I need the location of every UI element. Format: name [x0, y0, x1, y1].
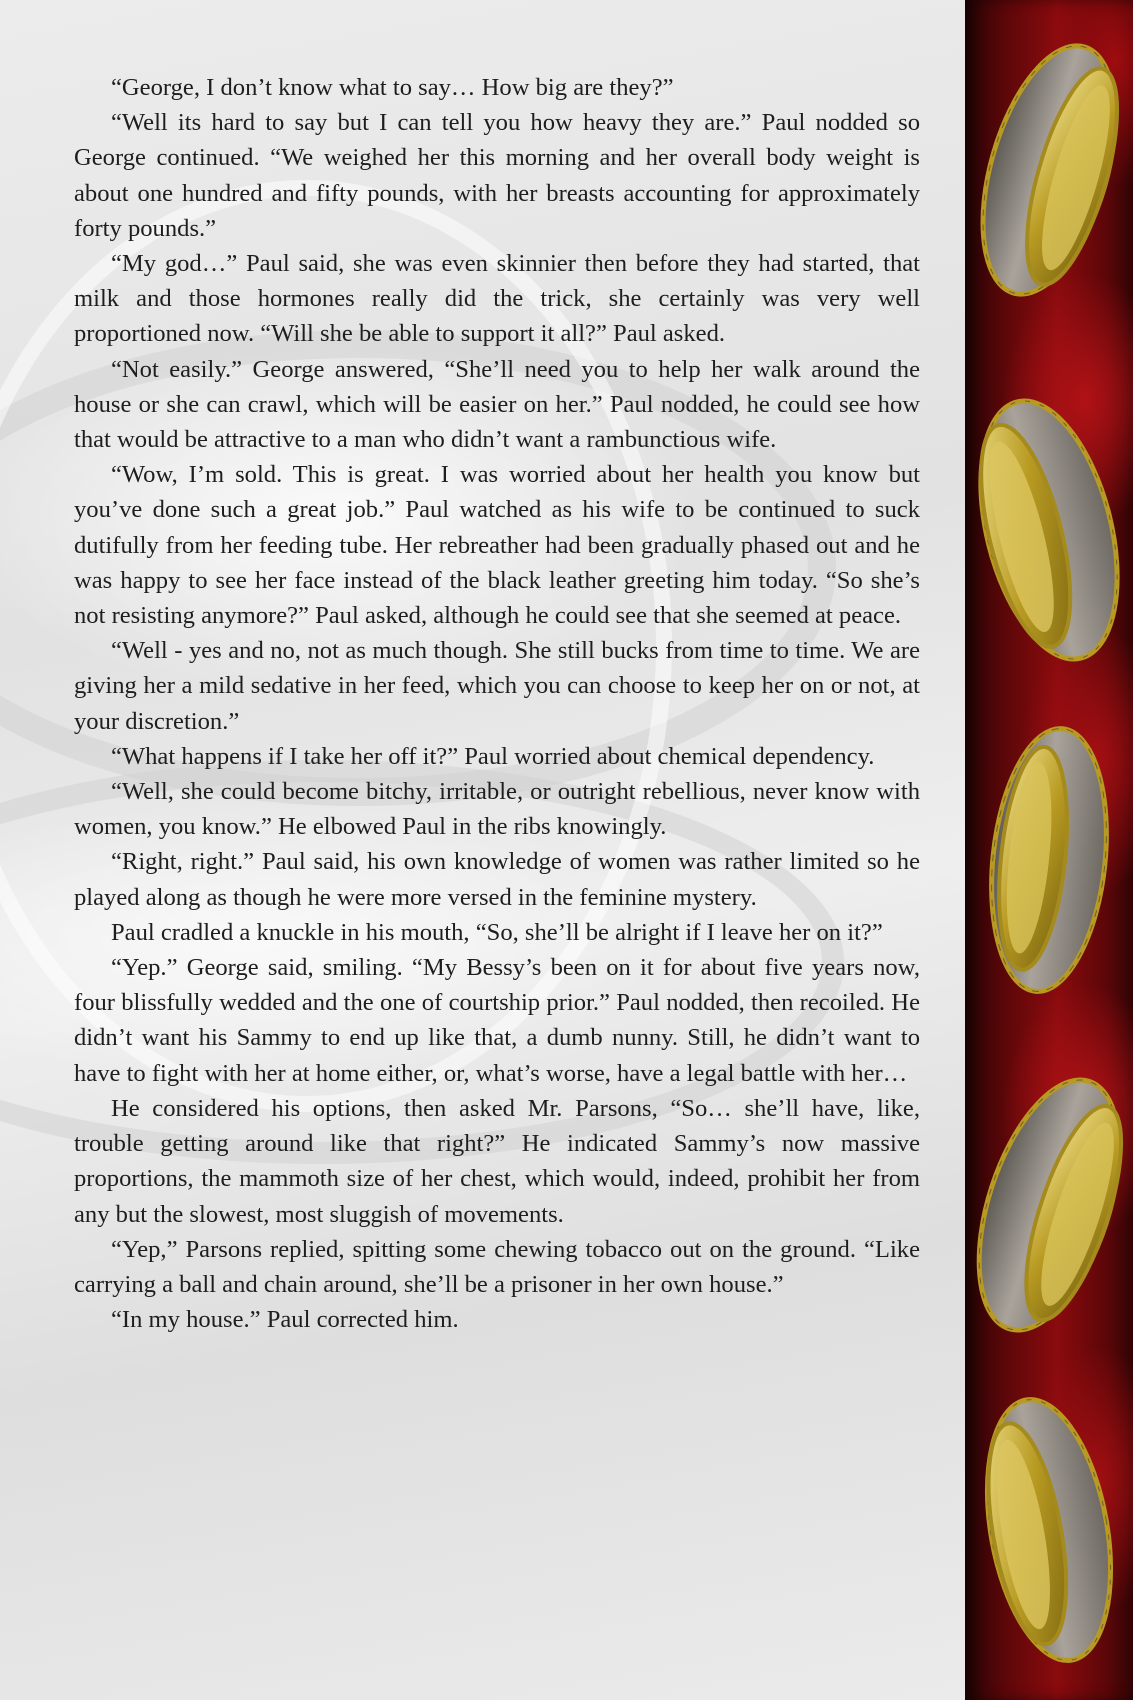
ring-icon — [965, 1370, 1133, 1690]
paragraph: “George, I don’t know what to say… How big are they?” — [111, 74, 674, 101]
story-text — [74, 70, 920, 1337]
paragraph: “Yep,” Parsons replied, spitting some chewing tobacco out on the ground. “Like carrying a ball and chain around, she’ll be a prisoner in her own house.” — [74, 1235, 920, 1298]
paragraph: “Well - yes and no, not as much though. She still bucks from time to time. We are giving her a mild sedative in her feed, which you can choose to keep her on or not, at your discretion.” — [74, 637, 920, 735]
ring-icon — [965, 700, 1133, 1020]
paragraph: “Well, she could become bitchy, irritable, or outright rebellious, never know with women, you know.” He elbowed Paul in the ribs knowingly. — [74, 778, 920, 841]
paragraph: He considered his options, then asked Mr. Parsons, “So… she’ll have, like, trouble getting around like that right?” He indicated Sammy’s now massive proportions, the mammoth size of her chest, which would, indeed, prohibit her from any but the slowest, most sluggish of movements. — [74, 1094, 920, 1228]
paragraph: “Not easily.” George answered, “She’ll need you to help her walk around the house or she can crawl, which will be easier on her.” Paul nodded, he could see how that would be attractive to a man who didn’t want a rambunctious wife. — [74, 355, 920, 454]
paragraph: “My god…” Paul said, she was even skinnier then before they had started, that milk and those hormones really did the trick, she certainly was very well proportioned now. “Will she be able to support it all?” Paul asked. — [74, 250, 920, 348]
ring-icon — [965, 10, 1133, 330]
ring-icon — [965, 1045, 1133, 1365]
paragraph: “Right, right.” Paul said, his own knowledge of women was rather limited so he played along as though he were more versed in the feminine mystery. — [74, 848, 920, 911]
ring-decor-strip — [965, 0, 1133, 1700]
paragraph: “Yep.” George said, smiling. “My Bessy’s been on it for about five years now, four blissfully wedded and the one of courtship prior.” Paul nodded, then recoiled. He didn’t want his Sammy to end up like that, a dumb nunny. Still, he didn’t want to have to fight with her at home either, or, what’s worse, have a legal battle with her… — [74, 954, 920, 1087]
ring-icon — [965, 370, 1133, 690]
paragraph: “In my house.” Paul corrected him. — [111, 1306, 459, 1334]
paragraph: “Well its hard to say but I can tell you how heavy they are.” Paul nodded so George continued. “We weighed her this morning and her overall body weight is about one hundred and fifty pounds, with her breasts accounting for approximately forty pounds.” — [74, 109, 920, 242]
paragraph: “Wow, I’m sold. This is great. I was worried about her health you know but you’ve done such a great job.” Paul watched as his wife to be continued to suck dutifully from her feeding tube. Her rebreather had been gradually phased out and he was happy to see her face instead of the black leather greeting him today. “So she’s not resisting anymore?” Paul asked, although he could see that she seemed at peace. — [74, 461, 920, 630]
paragraph: “What happens if I take her off it?” Paul worried about chemical dependency. — [111, 742, 875, 770]
paragraph: Paul cradled a knuckle in his mouth, “So, she’ll be alright if I leave her on it?” — [111, 918, 883, 946]
